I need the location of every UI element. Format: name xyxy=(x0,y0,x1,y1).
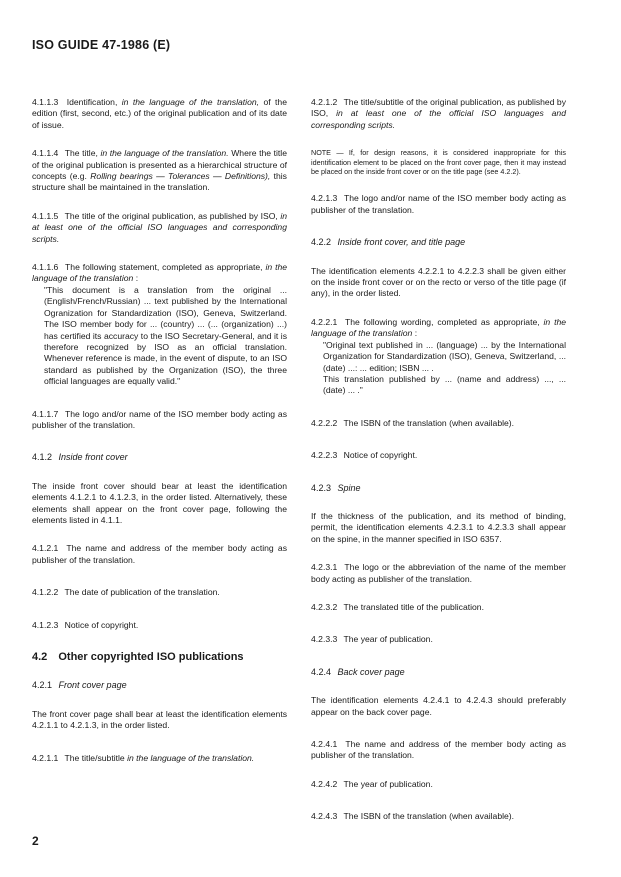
clause-4-2-3-text: If the thickness of the publication, and its method of binding, permit, the identification elements 4.2.3.1 to 4.2.3.3 shall appear on the spine, in the manner specified in ISO 6357. xyxy=(311,510,566,544)
heading-title: Back cover page xyxy=(337,666,405,677)
clause-4-1-2-3: 4.1.2.3 Notice of copyright. xyxy=(32,619,139,630)
clause-number: 4.2.4 xyxy=(311,666,332,677)
heading-title: Inside front cover xyxy=(58,452,128,463)
heading-title: Inside front cover, and title page xyxy=(337,237,466,248)
statement-quote: "This document is a translation from the original ... (English/French/Russian) ... text published by the International Ogranization for Standardization (ISO), Geneva, Switzerland. The ISO member body for ... (country) ... (... (organization) ...) has certified its accuracy to the ISO Secretary-General, and it is therefore recognized by ISO as an official translation. Whenever reference is made, in the event of dispute, to an ISO standard as published by the Organization (ISO), the three official languages are equally valid." xyxy=(44,284,287,387)
clause-4-1-1-4: 4.1.1.4 The title, in the language of the translation. Where the title of the original publication is presented as a hierarchical structure of concepts (e.g. Rolling bearings — Tolerances — Definitions), this structure shall be maintained in the translation. xyxy=(32,148,287,193)
heading-title: Front cover page xyxy=(58,680,127,691)
clause-4-2-2-3: 4.2.2.3 Notice of copyright. xyxy=(311,450,418,461)
clause-number: 4.2.1.2 xyxy=(311,97,338,107)
clause-4-2-2-2: 4.2.2.2 The ISBN of the translation (when available). xyxy=(311,417,515,428)
clause-number: 4.1.2.1 xyxy=(32,543,59,554)
clause-number: 4.2.3 xyxy=(311,482,332,493)
clause-number: 4.2.2.2 xyxy=(311,417,338,428)
page-number: 2 xyxy=(32,834,39,848)
clause-4-2-4-1: 4.2.4.1 The name and address of the member body acting as publisher of the translation. xyxy=(311,739,567,761)
clause-4-2-4-text: The identification elements 4.2.4.1 to 4.2.4.3 should preferably appear on the back cover page. xyxy=(311,695,566,717)
clause-number: 4.1.1.4 xyxy=(32,148,59,159)
clause-number: 4.2.3.3 xyxy=(311,634,338,645)
heading-4-1-2 xyxy=(32,452,287,463)
clause-number: 4.1.1.6 xyxy=(32,262,59,273)
left-column xyxy=(32,97,287,764)
clause-4-1-1-3: 4.1.1.3 Identification, in the language of the translation, of the edition (first, second, etc.) of the original publication and of its date of issue. xyxy=(32,97,287,130)
clause-4-1-2-1: 4.1.2.1 The name and address of the member body acting as publisher of the translation. xyxy=(32,543,288,565)
heading-4-2-2 xyxy=(311,237,566,248)
clause-number: 4.1.1.7 xyxy=(32,408,59,419)
clause-number: 4.2.3.2 xyxy=(311,601,338,612)
clause-number: 4.1.2.3 xyxy=(32,619,59,630)
heading-4-2-4 xyxy=(311,667,566,678)
clause-number: 4.2.4.3 xyxy=(311,811,338,822)
clause-number: 4.2.2.3 xyxy=(311,450,338,461)
clause-4-2-3-1: 4.2.3.1 The logo or the abbreviation of the name of the member body acting as publisher of the translation. xyxy=(311,562,566,584)
clause-4-2-2-text: The identification elements 4.2.2.1 to 4.2.2.3 shall be given either on the inside front cover or on the recto or verso of the title page (if any), in the order listed. xyxy=(311,265,566,299)
clause-4-2-4-2: 4.2.4.2 The year of publication. xyxy=(311,778,433,789)
wording-quote-translation: This translation published by ... (name and address) ..., ... (date) ... ." xyxy=(323,373,566,396)
clause-4-2-3-2: 4.2.3.2 The translated title of the publication. xyxy=(311,601,484,612)
clause-number: 4.2.3.1 xyxy=(311,562,338,573)
clause-4-2-4-3: 4.2.4.3 The ISBN of the translation (when available). xyxy=(311,811,515,822)
clause-4-2-1-3: 4.2.1.3 The logo and/or name of the ISO member body acting as publisher of the translation. xyxy=(311,193,567,215)
clause-4-1-2-2: 4.1.2.2 The date of publication of the translation. xyxy=(32,587,220,598)
heading-title: Spine xyxy=(337,482,361,493)
clause-4-2-1-1: 4.2.1.1 The title/subtitle in the language of the translation. xyxy=(32,752,255,763)
heading-4-2-3 xyxy=(311,483,566,494)
right-column xyxy=(311,97,566,823)
clause-4-2-1-text: The front cover page shall bear at least the identification elements 4.2.1.1 to 4.2.1.3, in the order listed. xyxy=(32,708,287,731)
clause-number: 4.1.1.5 xyxy=(32,210,59,221)
clause-number: 4.1.2.2 xyxy=(32,587,59,598)
clause-4-2-2-1: 4.2.2.1 The following wording, completed as appropriate, in the language of the translation : xyxy=(311,316,567,339)
clause-4-1-1-5: 4.1.1.5 The title of the original publication, as published by ISO, in at least one of the official ISO languages and corresponding scripts. xyxy=(32,210,288,244)
clause-4-2-3-3: 4.2.3.3 The year of publication. xyxy=(311,634,433,645)
clause-number: 4.2.2.1 xyxy=(311,316,338,327)
clause-number: 4.1.1.3 xyxy=(32,97,59,107)
clause-number: 4.1.2 xyxy=(32,452,53,463)
clause-4-1-1-7: 4.1.1.7 The logo and/or name of the ISO member body acting as publisher of the translation. xyxy=(32,408,288,430)
document-header: ISO GUIDE 47-1986 (E) xyxy=(32,38,171,52)
clause-number: 4.2.4.2 xyxy=(311,778,338,789)
clause-4-2-1-2: 4.2.1.2 The title/subtitle of the original publication, as published by ISO, in at least one of the official ISO languages and corresponding scripts. xyxy=(311,97,566,130)
clause-number: 4.2.4.1 xyxy=(311,739,338,749)
clause-number: 4.2.2 xyxy=(311,237,332,248)
clause-number: 4.2.1.1 xyxy=(32,752,59,763)
wording-quote-original: "Original text published in ... (language) ... by the International Organization for Standardization (ISO), Geneva, Switzerland, ... (date) ...: ... edition; ISBN ... . xyxy=(323,339,566,373)
heading-4-2 xyxy=(32,652,287,663)
clause-number: 4.2 xyxy=(32,651,48,663)
clause-4-1-2-text: The inside front cover should bear at least the identification elements 4.1.2.1 to 4.1.2.3, in the order listed. Alternatively, these elements shall appear on the front cover page, following the elements listed in 4.1.1. xyxy=(32,480,287,525)
note: NOTE — If, for design reasons, it is considered inappropriate for this identification element to be placed on the front cover page, then it may instead be placed on the inside front cover or on the title page (see 4.2.2). xyxy=(311,148,566,177)
clause-4-1-1-6: 4.1.1.6 The following statement, completed as appropriate, in the language of the translation : xyxy=(32,262,288,284)
heading-title: Other copyrighted ISO publications xyxy=(58,651,244,663)
clause-number: 4.2.1 xyxy=(32,680,53,691)
heading-4-2-1 xyxy=(32,680,287,691)
clause-number: 4.2.1.3 xyxy=(311,193,338,204)
